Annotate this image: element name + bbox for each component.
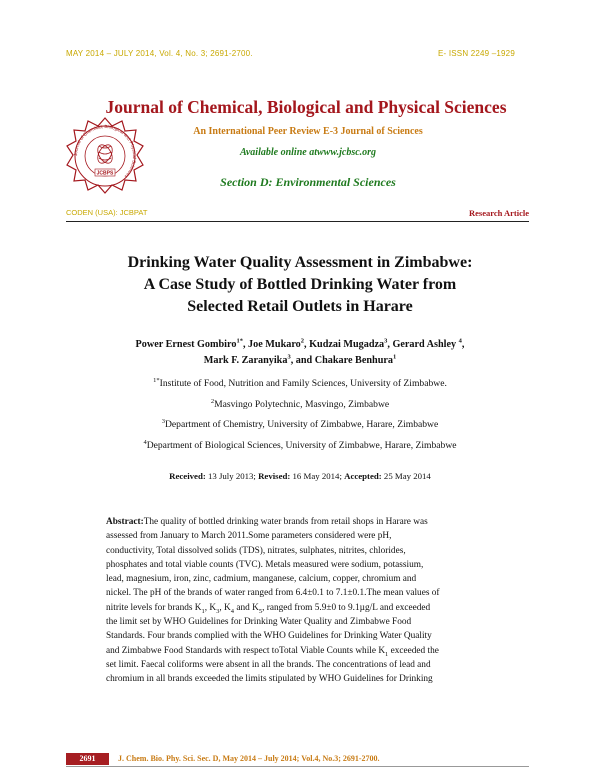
journal-website[interactable]: Available online atwww.jcbsc.org <box>239 147 377 158</box>
svg-text:JCBPS: JCBPS <box>96 170 114 177</box>
article-title-line: Drinking Water Quality Assessment in Zimbabwe: <box>127 254 473 271</box>
abstract-line: Abstract:The quality of bottled drinking water brands from retail shops in Harare was <box>106 517 428 527</box>
svg-text:Journal of Chemical, Biologica: Journal of Chemical, Biological and Physical Sciences <box>72 123 138 180</box>
abstract-line: assessed from January to March 2011.Some parameters considered were pH, <box>106 531 392 542</box>
abstract-line: chromium in all brands exceeded the limits stipulated by WHO Guidelines for Drinking <box>106 674 433 685</box>
abstract-line: and Zimbabwe Food Standards with respect toTotal Viable Counts while $K_1$ exceeded the <box>106 645 439 658</box>
article-title-line: Selected Retail Outlets in Harare <box>187 298 413 315</box>
journal-seal-icon <box>65 116 145 196</box>
coden: CODEN (USA): JCBPAT <box>66 208 148 217</box>
affiliation: $^2$Masvingo Polytechnic, Masvingo, Zimbabwe <box>210 397 390 410</box>
abstract-line: phosphates and total viable counts (TVC). Metals measured were sodium, potassium, <box>106 559 424 570</box>
abstract-line: nickel. The pH of the brands of water ranged from 6.4±0.1 to 7.1±0.1.The mean values of <box>106 588 440 599</box>
header-divider <box>66 221 529 222</box>
abstract-line: set limit. Faecal coliforms were absent in all the brands. The concentrations of lead and <box>106 659 431 670</box>
author-line: Power Ernest Gombiro$^{1*}$, Joe Mukaro$^2$, Kudzai Mugadza$^3$, Gerard Ashley $^4$, <box>135 337 465 350</box>
journal-title: Journal of Chemical, Biological and Physical Sciences <box>105 97 507 117</box>
author-name: , Joe Mukaro <box>242 339 301 350</box>
abstract <box>106 515 495 687</box>
author-line: Mark F. Zaranyika$^3$, and Chakare Benhura$^1$ <box>203 353 397 366</box>
issn: E- ISSN 2249 –1929 <box>438 49 515 58</box>
affiliation: $^4$Department of Biological Sciences, University of Zimbabwe, Harare, Zimbabwe <box>143 438 457 451</box>
abstract-label: Abstract: <box>106 517 144 527</box>
footer-divider <box>66 766 529 767</box>
abstract-line: conductivity, Total dissolved solids (TDS), nitrates, sulphates, nitrites, chlorides, <box>106 545 406 556</box>
page-footer <box>66 753 529 765</box>
author-name: Power Ernest Gombiro <box>135 339 237 350</box>
coden-row <box>66 208 529 220</box>
author-list <box>70 337 530 369</box>
footer-citation: J. Chem. Bio. Phy. Sci. Sec. D, May 2014 – July 2014; Vol.4, No.3; 2691-2700. <box>118 754 380 763</box>
abstract-line: lead, magnesium, iron, zinc, cadmium, manganese, calcium, copper, chromium and <box>106 574 417 585</box>
affiliation: $^{1*}$Institute of Food, Nutrition and Family Sciences, University of Zimbabwe. <box>153 376 447 389</box>
affiliation: $^3$Department of Chemistry, University of Zimbabwe, Harare, Zimbabwe <box>161 417 439 430</box>
author-name: , Gerard Ashley <box>387 339 457 350</box>
author-name: Mark F. Zaranyika <box>203 355 288 366</box>
journal-subtitle: An International Peer Review E-3 Journal of Sciences <box>193 126 423 137</box>
abstract-line: the limit set by WHO Guidelines for Drinking Water Quality and Zimbabwe Food <box>106 617 412 628</box>
article-dates: Received: 13 July 2013; Revised: 16 May 2014; Accepted: 25 May 2014 <box>169 471 431 481</box>
author-name: , Kudzai Mugadza <box>304 339 385 350</box>
abstract-line: Standards. Four brands complied with the WHO Guidelines for Drinking Water Quality <box>106 631 432 642</box>
issue-info: MAY 2014 – JULY 2014, Vol. 4, No. 3; 2691-2700. <box>66 49 253 58</box>
page-number: 2691 <box>66 753 109 765</box>
abstract-line: nitrite levels for brands $K_1$, $K_3$, $K_4$ and $K_5$, ranged from 5.9±0 to 9.1µg/L and exceeded <box>106 602 431 615</box>
journal-section: Section D: Environmental Sciences <box>220 175 396 189</box>
article-title <box>70 252 530 318</box>
journal-logo <box>65 116 145 196</box>
author-name: , and Chakare Benhura <box>290 355 393 366</box>
article-title-line: A Case Study of Bottled Drinking Water from <box>143 276 457 293</box>
article-type: Research Article <box>468 208 529 218</box>
